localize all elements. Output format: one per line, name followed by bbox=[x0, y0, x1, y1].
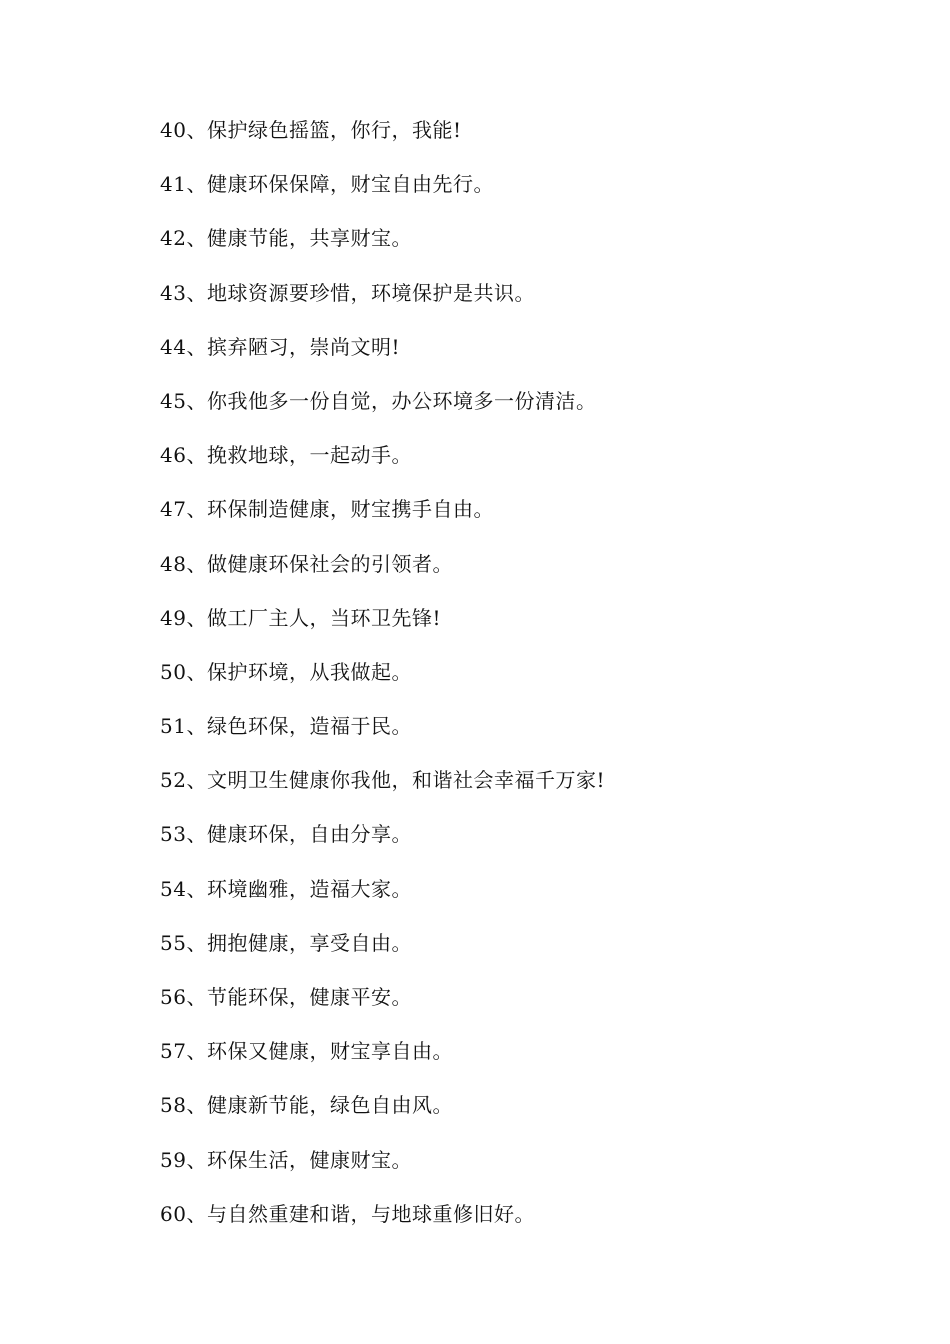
list-item: 50、保护环境，从我做起。 bbox=[160, 659, 412, 684]
list-item: 54、环境幽雅，造福大家。 bbox=[160, 876, 412, 901]
list-item: 57、环保又健康，财宝享自由。 bbox=[160, 1039, 453, 1064]
list-item: 55、拥抱健康，享受自由。 bbox=[160, 930, 412, 955]
list-item: 51、绿色环保，造福于民。 bbox=[160, 714, 412, 739]
list-item: 48、做健康环保社会的引领者。 bbox=[160, 551, 453, 576]
list-item: 45、你我他多一份自觉，办公环境多一份清洁。 bbox=[160, 388, 597, 413]
list-item: 46、挽救地球，一起动手。 bbox=[160, 443, 412, 468]
list-item: 49、做工厂主人，当环卫先锋! bbox=[160, 605, 441, 630]
slogan-list bbox=[160, 113, 880, 1251]
list-item: 60、与自然重建和谐，与地球重修旧好。 bbox=[160, 1201, 535, 1226]
list-item: 43、地球资源要珍惜，环境保护是共识。 bbox=[160, 280, 535, 305]
list-item: 41、健康环保保障，财宝自由先行。 bbox=[160, 172, 494, 197]
list-item: 58、健康新节能，绿色自由风。 bbox=[160, 1093, 453, 1118]
list-item: 56、节能环保，健康平安。 bbox=[160, 985, 412, 1009]
list-item: 53、健康环保，自由分享。 bbox=[160, 822, 412, 847]
list-item: 44、摈弃陋习，崇尚文明! bbox=[160, 334, 400, 359]
list-item: 40、保护绿色摇篮，你行，我能! bbox=[160, 118, 462, 142]
list-item: 47、环保制造健康，财宝携手自由。 bbox=[160, 497, 494, 522]
list-item: 42、健康节能，共享财宝。 bbox=[160, 226, 412, 251]
list-item: 59、环保生活，健康财宝。 bbox=[160, 1147, 412, 1172]
list-item: 52、文明卫生健康你我他，和谐社会幸福千万家! bbox=[160, 768, 605, 793]
